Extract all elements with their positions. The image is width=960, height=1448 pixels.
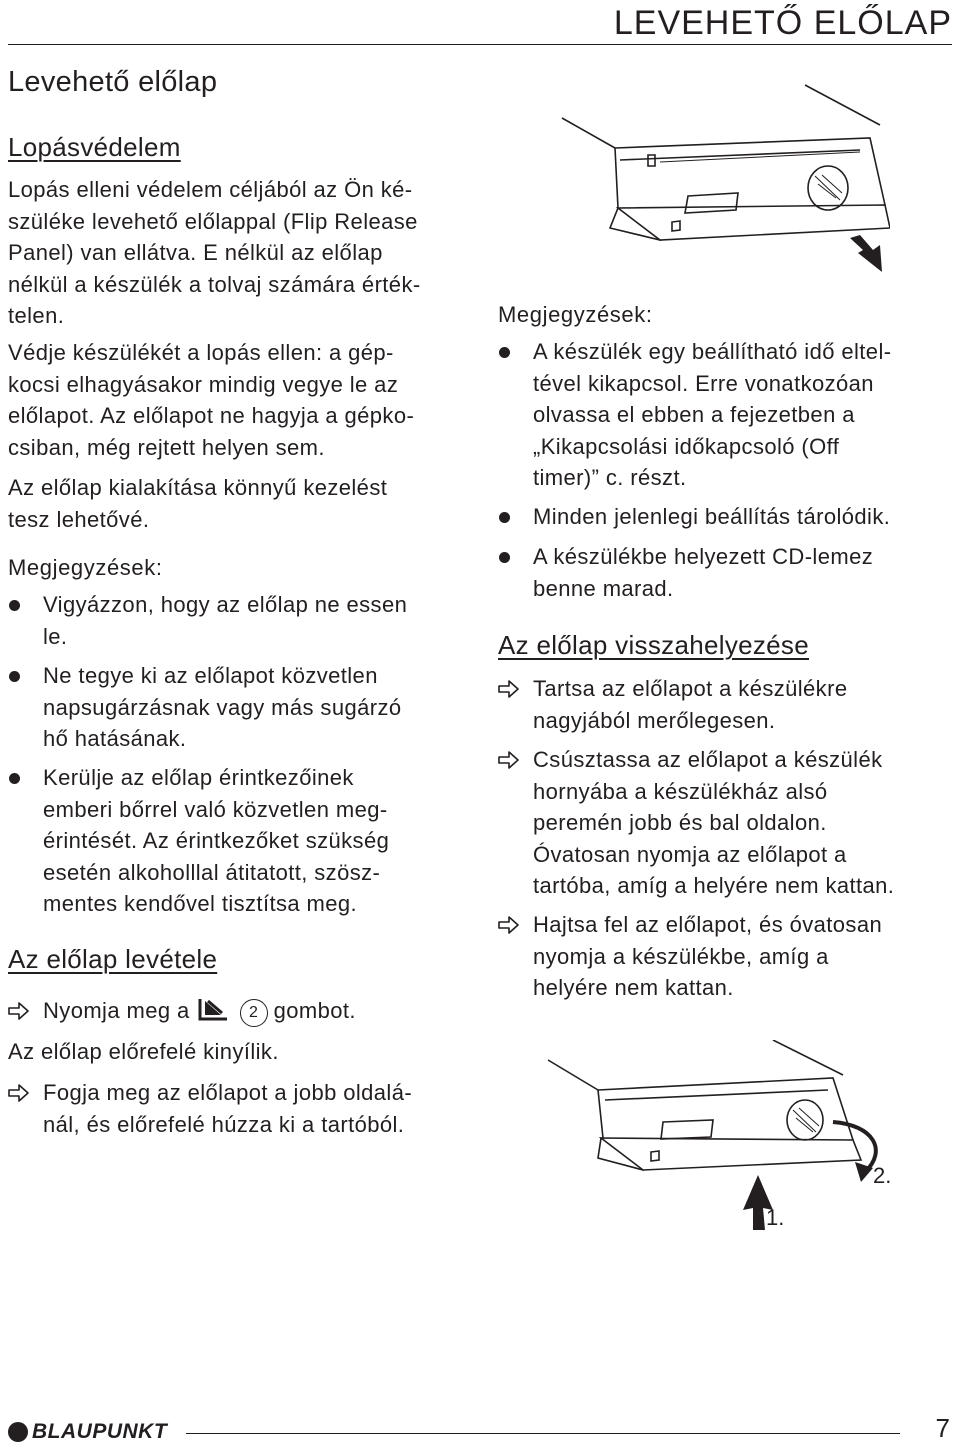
text-line: Kerülje az előlap érintkezőinek	[43, 765, 354, 790]
step-item	[8, 995, 470, 1027]
brand-name: BLAUPUNKT	[32, 1420, 168, 1443]
text-line: szüléke levehető előlappal (Flip Release	[8, 208, 418, 234]
text-line: előlapot. Az előlapot ne hagyja a gépko-	[8, 403, 415, 428]
text-line: tartóba, amíg a helyére nem kattan.	[533, 873, 895, 898]
step-item	[498, 909, 953, 1004]
step-text: gombot.	[273, 998, 356, 1023]
text-line: nyomja a készülékbe, amíg a	[533, 943, 829, 969]
paragraph-design	[8, 472, 387, 535]
list-item	[498, 336, 953, 494]
text-line: Panel) van ellátva. E nélkül az előlap	[8, 240, 383, 265]
brand-logo	[8, 1420, 167, 1444]
notes-title: Megjegyzések:	[498, 302, 653, 327]
text-line: olvassa el ebben a fejezetben a	[533, 402, 855, 427]
logo-dot-icon	[8, 1422, 28, 1442]
list-item	[8, 589, 470, 652]
bullet-icon	[499, 347, 510, 358]
step-result-text: Az előlap előrefelé kinyílik.	[8, 1039, 279, 1064]
page-header-title: LEVEHETŐ ELŐLAP	[613, 4, 952, 42]
text-line: Tartsa az előlapot a készülékre	[533, 676, 848, 701]
text-line: érintését. Az érintkezőket szükség	[43, 828, 390, 853]
subsection-title-reattach: Az előlap visszahelyezése	[498, 630, 809, 660]
list-item	[8, 762, 470, 920]
list-item	[8, 660, 470, 755]
text-line: kocsi elhagyásakor mindig vegye le az	[8, 371, 399, 397]
text-line: „Kikapcsolási időkapcsoló (Off	[533, 433, 840, 459]
text-line: Az előlap kialakítása könnyű kezelést	[8, 475, 388, 500]
step-arrow-icon	[8, 1001, 30, 1021]
subsection-title-removal: Az előlap levétele	[8, 944, 218, 974]
text-line: Védje készülékét a lopás ellen: a gép-	[8, 340, 394, 365]
text-line: telen.	[8, 303, 65, 328]
text-line: hő hatásának.	[43, 726, 187, 751]
text-line: nagyjából merőlegesen.	[533, 707, 776, 733]
text-line: hornyába a készülékház alsó	[533, 778, 828, 804]
text-line: peremén jobb és bal oldalon.	[533, 810, 827, 835]
list-item	[498, 501, 953, 533]
step-text: Nyomja meg a	[43, 998, 190, 1023]
text-line: tével kikapcsol. Erre vonatkozóan	[533, 370, 874, 396]
text-line: benne marad.	[533, 575, 674, 601]
text-line: emberi bőrrel való közvetlen meg-	[43, 796, 388, 822]
text-line: napsugárzásnak vagy más sugárzó	[43, 694, 402, 720]
text-line: Hajtsa fel az előlapot, és óvatosan	[533, 912, 883, 937]
page-number: 7	[935, 1413, 950, 1443]
list-item	[498, 541, 953, 604]
text-line: Lopás elleni védelem céljából az Ön ké-	[8, 177, 413, 202]
text-line: nál, és előrefelé húzza ki a tartóból.	[43, 1111, 405, 1137]
text-line: Fogja meg az előlapot a jobb oldalá-	[43, 1080, 413, 1105]
step-item	[498, 744, 953, 902]
panel-reattach-illustration	[543, 1040, 943, 1240]
header-rule	[8, 44, 952, 45]
step-arrow-icon	[498, 750, 520, 770]
subsection-title-theft-protection: Lopásvédelem	[8, 132, 181, 162]
bullet-icon	[9, 773, 20, 784]
bullet-icon	[9, 600, 20, 611]
text-line: Ne tegye ki az előlapot közvetlen	[43, 663, 378, 688]
notes-title: Megjegyzések:	[8, 555, 163, 580]
panel-open-illustration	[560, 80, 890, 275]
text-line: tesz lehetővé.	[8, 506, 150, 532]
text-line: nélkül a készülék a tolvaj számára érték-	[8, 271, 421, 297]
bullet-icon	[9, 671, 20, 682]
footer-rule	[186, 1433, 900, 1434]
paragraph-protect	[8, 337, 414, 463]
text-line: timer)” c. részt.	[533, 465, 687, 490]
text-line: A készülék egy beállítható idő eltel-	[533, 339, 892, 364]
text-line: esetén alkoholllal átitatott, szösz-	[43, 859, 381, 885]
text-line: Óvatosan nyomja az előlapot a	[533, 841, 847, 867]
bullet-icon	[499, 512, 510, 523]
figure-step-label-2: 2.	[873, 1163, 892, 1188]
step-arrow-icon	[8, 1083, 30, 1103]
section-title: Levehető előlap	[8, 66, 218, 98]
text-line: mentes kendővel tisztítsa meg.	[43, 891, 358, 916]
step-arrow-icon	[498, 679, 520, 699]
bullet-icon	[499, 552, 510, 563]
text-line: le.	[43, 623, 68, 649]
text-line: csiban, még rejtett helyen sem.	[8, 434, 325, 460]
text-line: Vigyázzon, hogy az előlap ne essen	[43, 592, 408, 617]
button-number-badge: 2	[240, 999, 268, 1027]
text-line: Csúsztassa az előlapot a készülék	[533, 747, 883, 772]
step-item	[8, 1077, 470, 1140]
text-line: A készülékbe helyezett CD-lemez	[533, 544, 874, 569]
step-arrow-icon	[498, 915, 520, 935]
step-item	[498, 673, 953, 736]
text-line: helyére nem kattan.	[533, 975, 734, 1000]
paragraph-intro	[8, 174, 421, 332]
release-button-icon	[196, 997, 230, 1023]
text-line: Minden jelenlegi beállítás tárolódik.	[533, 504, 891, 529]
figure-step-label-1: 1.	[766, 1205, 785, 1230]
